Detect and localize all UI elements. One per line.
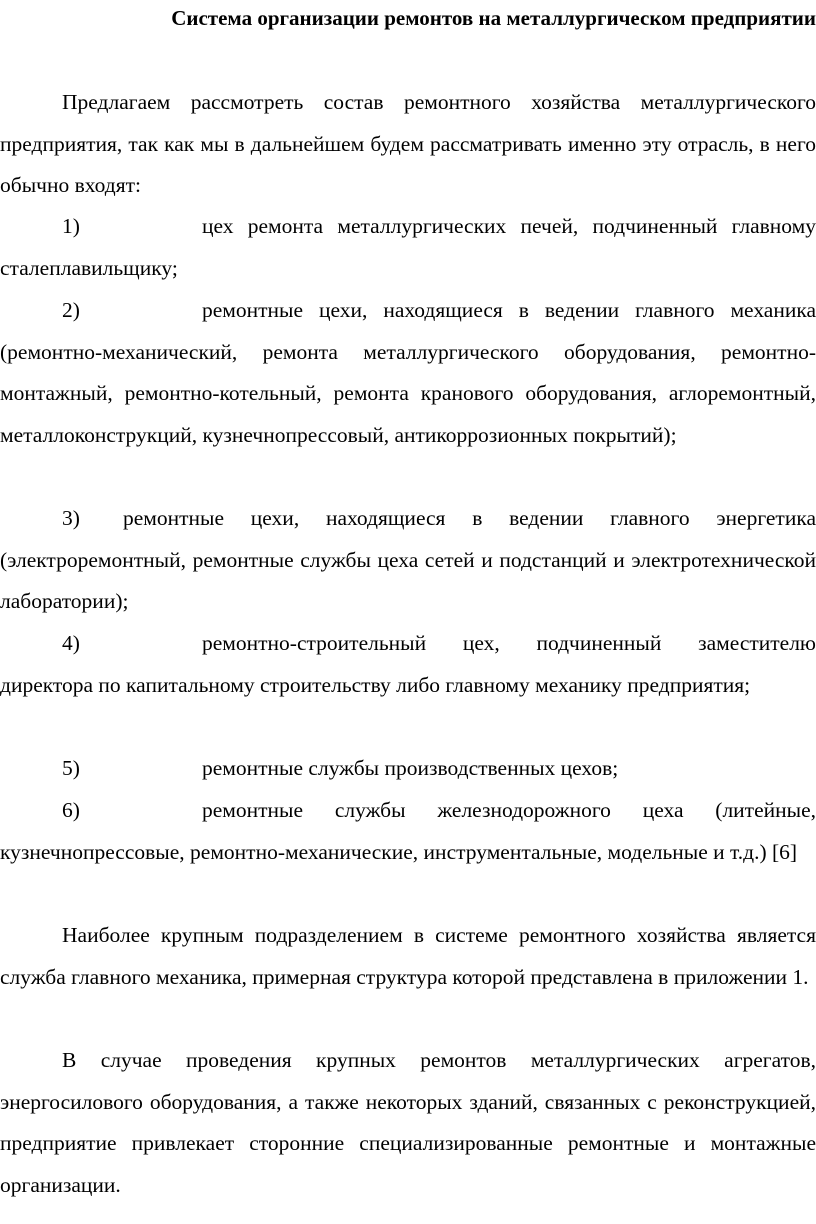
list-item-text: ремонтные цехи, находящиеся в ведении главного механика (ремонтно-механический, ремонта металлургического оборудования, ремонтно-монтажный, ремонтно-котельный, ремонта кранового оборудования, аглоремонтный, металлоконструкций, кузнечнопрессовый, антикоррозионных покрытий); bbox=[0, 298, 816, 447]
list-item-number: 3) bbox=[62, 506, 80, 530]
list-item-number: 2) bbox=[62, 298, 80, 322]
list-item bbox=[0, 623, 816, 706]
list-item-text: ремонтно-строительный цех, подчиненный заместителю директора по капитальному строительству либо главному механику предприятия; bbox=[0, 631, 816, 697]
list-item bbox=[0, 790, 816, 873]
paragraph: Наиболее крупным подразделением в системе ремонтного хозяйства является служба главного механика, примерная структура которой представлена в приложении 1. bbox=[0, 923, 816, 989]
list-item-number: 5) bbox=[62, 756, 80, 780]
list-item bbox=[0, 290, 816, 456]
list-item-number: 4) bbox=[62, 631, 80, 655]
document-title: Система организации ремонтов на металлургическом предприятии bbox=[171, 6, 816, 30]
list-item bbox=[0, 748, 816, 790]
list-item-text: цех ремонта металлургических печей, подчиненный главному сталеплавильщику; bbox=[0, 214, 816, 280]
list-item-text: ремонтные службы производственных цехов; bbox=[202, 756, 619, 780]
list-item-text: ремонтные цехи, находящиеся в ведении главного энергетика (электроремонтный, ремонтные службы цеха сетей и подстанций и электротехнической лаборатории); bbox=[0, 506, 816, 613]
intro-paragraph: Предлагаем рассмотреть состав ремонтного хозяйства металлургического предприятия, так как мы в дальнейшем будем рассматривать именно эту отрасль, в него обычно входят: bbox=[0, 90, 816, 197]
list-item-number: 6) bbox=[62, 798, 80, 822]
list-item-number: 1) bbox=[62, 214, 80, 238]
paragraph: В случае проведения крупных ремонтов металлургических агрегатов, энергосилового оборудования, а также некоторых зданий, связанных с реконструкцией, предприятие привлекает сторонние специализированные ремонтные и монтажные организации. bbox=[0, 1048, 816, 1197]
list-item bbox=[0, 498, 816, 623]
list-item bbox=[0, 206, 816, 289]
list-item-text: ремонтные службы железнодорожного цеха (литейные, кузнечнопрессовые, ремонтно-механические, инструментальные, модельные и т.д.) [6] bbox=[0, 798, 816, 864]
